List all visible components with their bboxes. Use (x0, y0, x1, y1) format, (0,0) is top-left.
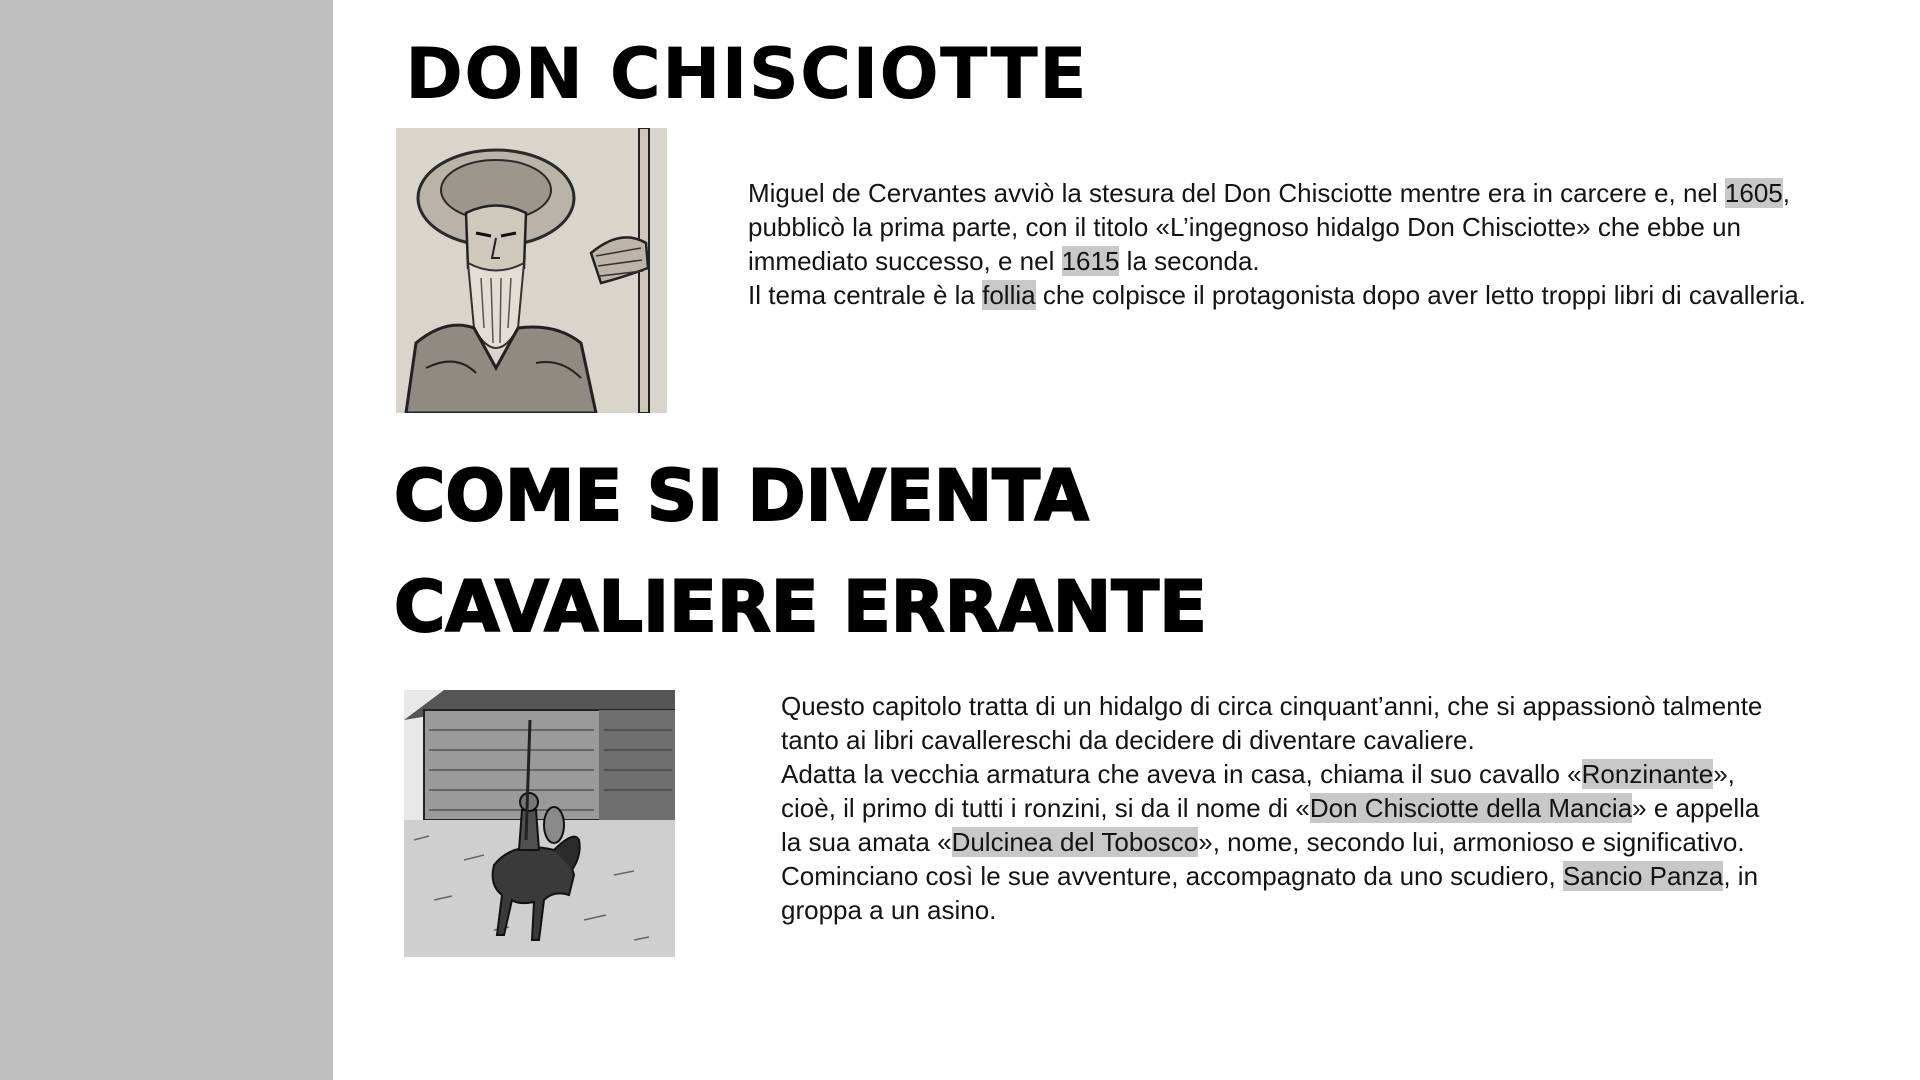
left-sidebar-band (0, 0, 333, 1080)
year-1605-highlight: 1605 (1724, 178, 1783, 208)
intro-text: che colpisce il protagonista dopo aver letto troppi libri di cavalleria. (1035, 280, 1806, 310)
ronzinante-highlight: Ronzinante (1581, 759, 1714, 789)
year-1615-highlight: 1615 (1061, 246, 1120, 276)
intro-text: la seconda. (1119, 246, 1260, 276)
chapter-text: Adatta la vecchia armatura che aveva in casa, chiama il suo cavallo « (781, 759, 1582, 789)
intro-paragraph (748, 176, 1828, 312)
section-heading-line2: CAVALIERE ERRANTE (394, 566, 1207, 648)
page-title: DON CHISCIOTTE (405, 33, 1088, 115)
follia-highlight: follia (982, 280, 1036, 310)
intro-text: , pubblicò la prima parte, con il titolo «L’ingegnoso hidalgo Don Chisciotte» che ebbe un immediato successo, e nel (748, 178, 1790, 276)
don-chisciotte-della-mancia-highlight: Don Chisciotte della Mancia (1309, 793, 1633, 823)
chapter-text: » e appella la sua amata « (781, 793, 1760, 857)
intro-text: Il tema centrale è la (748, 280, 983, 310)
intro-text: Miguel de Cervantes avviò la stesura del Don Chisciotte mentre era in carcere e, nel (748, 178, 1725, 208)
chapter-text: », cioè, il primo di tutti i ronzini, si da il nome di « (781, 759, 1735, 823)
chapter-paragraph (781, 689, 1781, 927)
chapter-text: Cominciano così le sue avventure, accompagnato da uno scudiero, (781, 861, 1563, 891)
dulcinea-highlight: Dulcinea del Tobosco (951, 827, 1199, 857)
chapter-text: , in groppa a un asino. (781, 861, 1759, 925)
sancio-panza-highlight: Sancio Panza (1562, 861, 1724, 891)
don-quixote-portrait-image (396, 128, 667, 413)
section-heading-line1: COME SI DIVENTA (394, 455, 1089, 537)
chapter-text: Questo capitolo tratta di un hidalgo di circa cinquant’anni, che si appassionò talmente tanto ai libri cavallereschi da decidere di diventare cavaliere. (781, 691, 1763, 755)
chapter-text: », nome, secondo lui, armonioso e significativo. (1198, 827, 1745, 857)
knight-on-horse-image (404, 690, 675, 957)
